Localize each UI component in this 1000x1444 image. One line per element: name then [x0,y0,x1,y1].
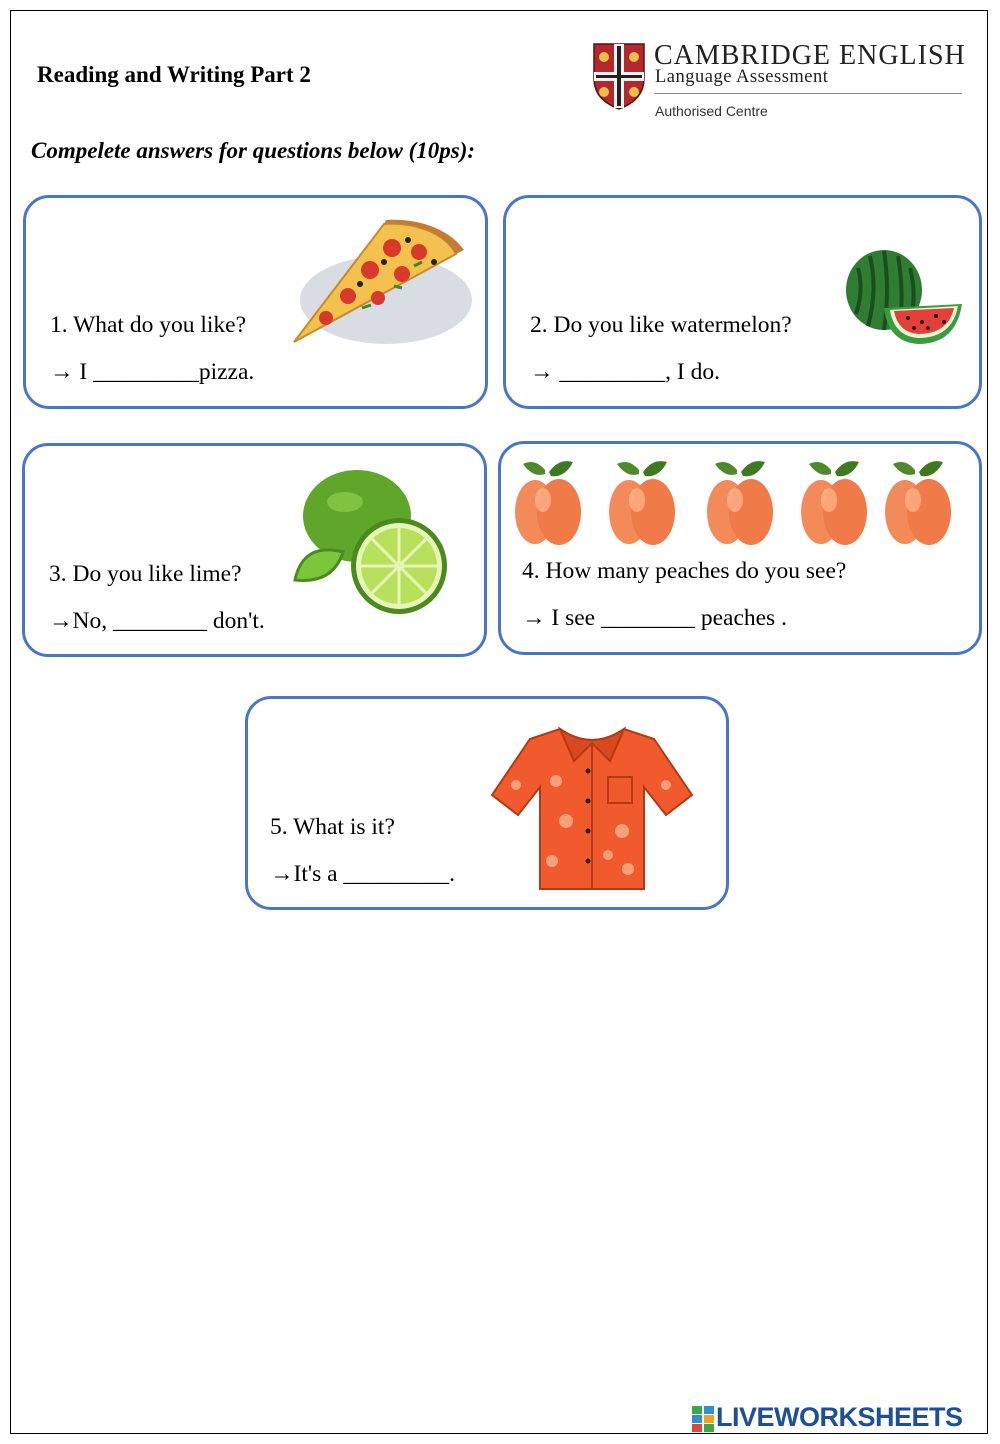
question-2-text: 2. Do you like watermelon? [530,312,792,338]
peaches-icon [511,454,971,550]
liveworksheets-logo [692,1404,990,1434]
worksheet-title: Reading and Writing Part 2 [37,62,311,87]
logo-subtitle: Language Assessment [655,67,829,87]
answer-4-text[interactable]: → I see ________ peaches . [522,605,787,631]
question-card-5 [245,696,729,910]
watermelon-icon [844,248,966,348]
question-3-text: 3. Do you like lime? [49,561,242,587]
logo-tagline: Authorised Centre [655,103,768,119]
answer-1-text[interactable]: → I _________pizza. [50,359,255,385]
liveworksheets-icon [692,1406,714,1432]
hawaiian-shirt-icon [490,721,694,891]
question-4-text: 4. How many peaches do you see? [522,558,847,584]
instruction-text: Compelete answers for questions below (10ps): [31,138,476,163]
pizza-slice-icon [274,218,474,346]
question-card-2 [503,195,982,409]
cambridge-logo [592,40,964,122]
cambridge-shield-icon [592,42,646,110]
answer-5-text[interactable]: →It's a _________. [270,861,456,887]
question-1-text: 1. What do you like? [50,312,247,338]
liveworksheets-brand: LIVEWORKSHEETS [716,1402,963,1432]
logo-title: CAMBRIDGE ENGLISH [654,40,966,71]
question-5-text: 5. What is it? [270,814,395,840]
question-card-4 [498,441,982,655]
logo-divider [654,93,962,94]
answer-2-text[interactable]: → _________, I do. [530,359,720,385]
answer-3-text[interactable]: →No, ________ don't. [49,608,265,634]
lime-icon [293,468,453,618]
question-card-3 [22,443,487,657]
question-card-1 [23,195,488,409]
